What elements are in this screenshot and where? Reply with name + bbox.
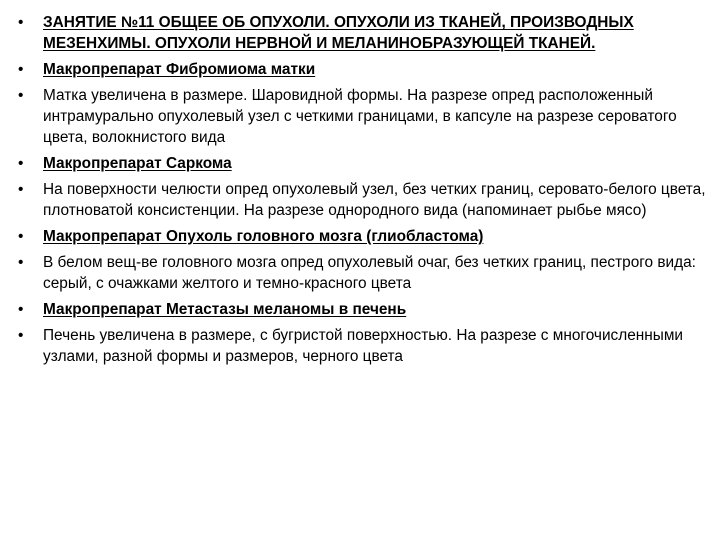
specimen-heading-sarcoma: Макропрепарат Саркома bbox=[43, 155, 232, 172]
bullet-icon: • bbox=[18, 61, 24, 78]
specimen-description-melanoma-metastases-item bbox=[18, 325, 708, 367]
specimen-description-sarcoma: На поверхности челюсти опред опухолевый узел, без четких границ, серовато-белого цвета, плотноватой консистенции. На разрезе однородного вида (напоминает рыбье мясо) bbox=[43, 181, 706, 219]
specimen-description-melanoma-metastases: Печень увеличена в размере, с бугристой поверхностью. На разрезе с многочисленными узлами, разной формы и размеров, черного цвета bbox=[43, 327, 684, 365]
specimen-description-glioblastoma: В белом вещ-ве головного мозга опред опухолевый очаг, без четких границ, пестрого вида: серый, с очажками желтого и темно-красного цвета bbox=[43, 254, 696, 292]
bullet-icon: • bbox=[18, 155, 24, 172]
specimen-heading-melanoma-metastases: Макропрепарат Метастазы меланомы в печень bbox=[43, 301, 407, 318]
lesson-title: ЗАНЯТИЕ №11 ОБЩЕЕ ОБ ОПУХОЛИ. ОПУХОЛИ ИЗ ТКАНЕЙ, ПРОИЗВОДНЫХ МЕЗЕНХИМЫ. ОПУХОЛИ НЕРВНОЙ И МЕЛАНИНОБРАЗУЮЩЕЙ ТКАНЕЙ. bbox=[43, 14, 634, 52]
specimen-description-glioblastoma-item bbox=[18, 252, 708, 294]
bullet-icon: • bbox=[18, 228, 24, 245]
bullet-icon: • bbox=[18, 87, 24, 104]
specimen-heading-fibromyoma: Макропрепарат Фибромиома матки bbox=[43, 61, 316, 78]
specimen-heading-glioblastoma-item bbox=[18, 226, 708, 247]
specimen-description-fibromyoma: Матка увеличена в размере. Шаровидной формы. На разрезе опред расположенный интрамурально опухолевый узел с четкими границами, в капсуле на разрезе сероватого цвета, волокнистого вида bbox=[43, 87, 677, 146]
bullet-list bbox=[18, 12, 708, 372]
bullet-icon: • bbox=[18, 14, 24, 31]
specimen-heading-glioblastoma: Макропрепарат Опухоль головного мозга (глиобластома) bbox=[43, 228, 484, 245]
specimen-description-fibromyoma-item bbox=[18, 85, 708, 148]
lesson-title-item bbox=[18, 12, 708, 54]
bullet-icon: • bbox=[18, 327, 24, 344]
bullet-icon: • bbox=[18, 254, 24, 271]
specimen-heading-sarcoma-item bbox=[18, 153, 708, 174]
bullet-icon: • bbox=[18, 181, 24, 198]
bullet-icon: • bbox=[18, 301, 24, 318]
specimen-heading-fibromyoma-item bbox=[18, 59, 708, 80]
specimen-description-sarcoma-item bbox=[18, 179, 708, 221]
specimen-heading-melanoma-metastases-item bbox=[18, 299, 708, 320]
